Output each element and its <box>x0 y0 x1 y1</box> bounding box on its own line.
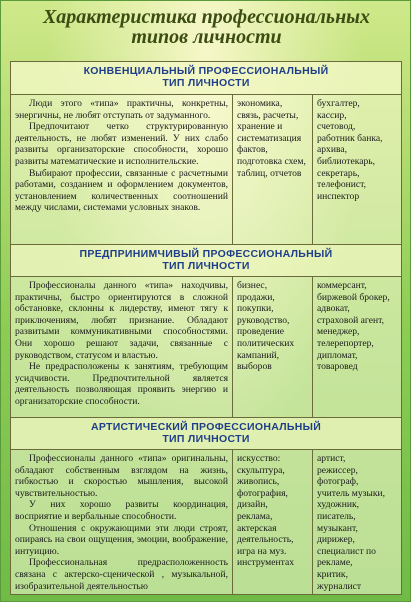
profession-item: режиссер, <box>317 464 358 476</box>
profession-item: художник, <box>317 499 360 511</box>
description-paragraph: Профессиональная предрасположенность связана с актерско-сценической , музыкальной, изобразительной деятельностью <box>15 557 228 592</box>
field-item: подготовка схем, <box>237 155 306 167</box>
page-title <box>1 7 411 47</box>
field-item: руководство, <box>237 314 290 326</box>
profession-item: работник банка, <box>317 132 383 144</box>
profession-item: архива, <box>317 144 348 156</box>
profession-item: дирижер, <box>317 534 355 546</box>
field-item: кампаний, <box>237 349 280 361</box>
field-item: бизнес, <box>237 280 268 291</box>
profession-item: телерепортер, <box>317 337 374 349</box>
field-item: дизайн, <box>237 499 268 511</box>
professions-cell <box>313 95 401 244</box>
section-row-enterprising <box>11 277 401 418</box>
profession-item: фотограф, <box>317 476 359 488</box>
profession-item: библиотекарь, <box>317 155 376 167</box>
field-item: покупки, <box>237 303 274 315</box>
field-item: экономика, <box>237 98 283 109</box>
section-heading-line-1: АРТИСТИЧЕСКИЙ ПРОФЕССИОНАЛЬНЫЙ <box>90 421 322 433</box>
profession-item: инспектор <box>317 190 360 202</box>
section-heading-conventional <box>11 62 401 95</box>
field-item: политических <box>237 337 295 349</box>
personality-types-table <box>10 61 402 595</box>
section-heading-line-2: ТИП ЛИЧНОСТИ <box>162 433 250 445</box>
title-line-1: Характеристика профессиональных <box>42 6 371 28</box>
title-line-2: типов личности <box>131 26 282 48</box>
profession-item: писатель, <box>317 510 356 522</box>
section-heading-artistic <box>11 418 401 450</box>
field-item: выборов <box>237 361 272 373</box>
field-item: искусство: <box>237 453 281 464</box>
field-item: продажи, <box>237 291 275 303</box>
profession-item: рекламе, <box>317 557 353 569</box>
profession-item: телефонист, <box>317 179 367 191</box>
field-item: деятельность, <box>237 534 294 546</box>
profession-item: биржевой брокер, <box>317 291 390 303</box>
field-item: систематизация <box>237 132 302 144</box>
field-item: инструментах <box>237 557 295 569</box>
profession-item: коммерсант, <box>317 280 367 291</box>
professions-cell <box>313 450 401 594</box>
description-paragraph: Профессионалы данного «типа» находчивы, практичны, быстро ориентируются в сложной обстановке, склонны к лидерству, имеют тягу к приключениям, любят признание. Обладают развитыми коммуникативными способностями. Они хорошо решают задачи, связанные с руководством, статусом и властью. <box>15 280 228 361</box>
section-heading-enterprising <box>11 245 401 277</box>
profession-item: дипломат, <box>317 349 358 361</box>
field-item: таблиц, отчетов <box>237 167 302 179</box>
professions-cell <box>313 277 401 417</box>
section-heading-line-2: ТИП ЛИЧНОСТИ <box>162 260 250 272</box>
profession-item: артист, <box>317 453 346 464</box>
fields-cell <box>233 95 313 244</box>
section-row-artistic <box>11 450 401 594</box>
field-item: фотография, <box>237 487 288 499</box>
profession-item: страховой агент, <box>317 314 384 326</box>
field-item: живопись, <box>237 476 280 488</box>
description-cell <box>11 95 233 244</box>
section-heading-line-2: ТИП ЛИЧНОСТИ <box>162 77 250 89</box>
field-item: актерская <box>237 522 277 534</box>
field-item: связь, расчеты, <box>237 109 299 121</box>
profession-item: учитель музыки, <box>317 487 386 499</box>
description-paragraph: У них хорошо развиты координация, восприятие и вербальные способности. <box>15 499 228 522</box>
section-row-conventional <box>11 95 401 245</box>
profession-item: музыкант, <box>317 522 358 534</box>
fields-cell <box>233 450 313 594</box>
field-item: проведение <box>237 326 284 338</box>
field-item: игра на муз. <box>237 545 287 557</box>
description-paragraph: Люди этого «типа» практичны, конкретны, энергичны, не любят отступать от задуманного. <box>15 98 228 121</box>
description-cell <box>11 277 233 417</box>
profession-item: адвокат, <box>317 303 350 315</box>
profession-item: менеджер, <box>317 326 360 338</box>
field-item: скульптура, <box>237 464 285 476</box>
field-item: хранение и <box>237 121 283 133</box>
field-item: фактов, <box>237 144 268 156</box>
profession-item: специалист по <box>317 545 376 557</box>
profession-item: счетовод, <box>317 121 356 133</box>
fields-cell <box>233 277 313 417</box>
profession-item: журналист <box>317 580 362 592</box>
description-paragraph: Предпочитают четко структурированную деятельность, не любят изменений. У них слабо развиты организаторские способности, хорошо развиты математические и исполнительские. <box>15 121 228 167</box>
description-paragraph: Профессионалы данного «типа» оригинальны, обладают собственным взглядом на жизнь, гибкостью и скоростью мышления, высокой чувствительностью. <box>15 453 228 499</box>
description-paragraph: Отношения с окружающими эти люди строят, опираясь на свои ощущения, эмоции, воображение, интуицию. <box>15 522 228 557</box>
profession-item: критик, <box>317 568 348 580</box>
profession-item: секретарь, <box>317 167 360 179</box>
field-item: реклама, <box>237 510 273 522</box>
section-heading-line-1: КОНВЕНЦИАЛЬНЫЙ ПРОФЕССИОНАЛЬНЫЙ <box>83 65 329 77</box>
description-paragraph: Не предрасположены к занятиям, требующим усидчивости. Предпочтительной является деятельность позволяющая проявить энергию и организаторские способности. <box>15 361 228 407</box>
profession-item: кассир, <box>317 109 347 121</box>
description-cell <box>11 450 233 594</box>
description-paragraph: Выбирают профессии, связанные с расчетными работами, созданием и оформлением документов, установлением количественных соотношений между числами, системами условных знаков. <box>15 167 228 214</box>
section-heading-line-1: ПРЕДПРИНИМЧИВЫЙ ПРОФЕССИОНАЛЬНЫЙ <box>79 248 333 260</box>
profession-item: товаровед <box>317 361 358 373</box>
profession-item: бухгалтер, <box>317 98 360 109</box>
